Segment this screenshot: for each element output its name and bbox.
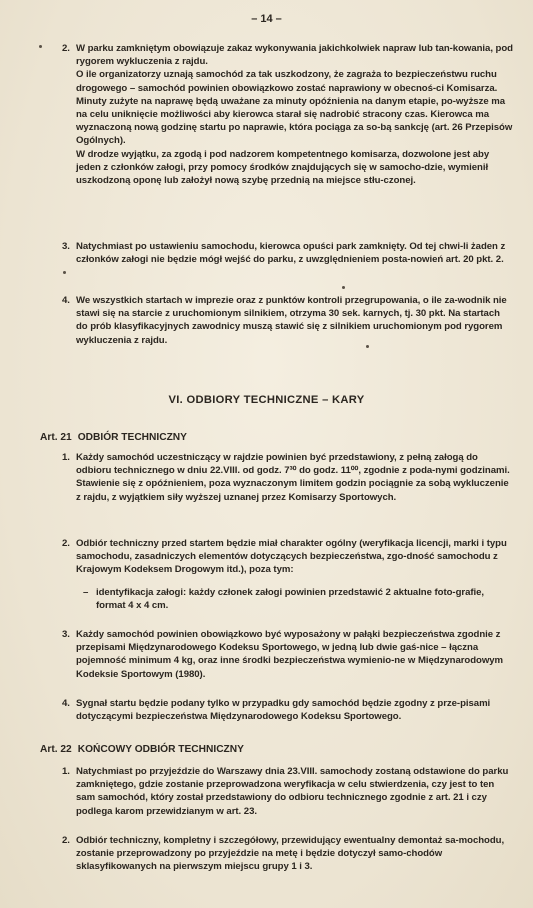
page-number: – 14 – [251, 13, 282, 25]
paragraph: Minuty zużyte na naprawę będą uważane za minuty opóźnienia na danym etapie, po-wyższe ma na celu uniknięcie możliwości aby kierowca starał się nadrobić stracony czas. Kierowca ma wyznaczoną nową godzinę startu po naprawie, która pociąga za so-bą sankcję (art. 26 Przepisów Ogólnych). [76, 95, 513, 147]
print-speck [63, 271, 66, 274]
paragraph: Stawienie się z opóźnieniem, poza wyznaczonym limitem godzin pociągnie za sobą wykluczenie z rajdu, z wyjątkiem siły wyższej uznanej przez Komisarzy Sportowych. [76, 478, 509, 503]
print-speck [342, 286, 345, 289]
item-number: 3. [62, 629, 70, 640]
item-number: 4. [62, 698, 70, 709]
list-item [62, 697, 514, 723]
list-item [62, 240, 514, 266]
article-number: Art. 21 [40, 432, 72, 443]
dash-bullet: – [83, 587, 89, 598]
paragraph: Sygnał startu będzie podany tylko w przypadku gdy samochód będzie zgodny z prze-pisami dotyczącymi bezpieczeństwa Międzynarodowego Kodeksu Sportowego. [76, 698, 491, 723]
section-heading: VI. ODBIORY TECHNICZNE – KARY [168, 394, 365, 406]
list-item [62, 834, 514, 874]
article-title: ODBIÓR TECHNICZNY [77, 432, 187, 443]
paragraph: Natychmiast po przyjeździe do Warszawy dnia 23.VIII. samochody zostaną odstawione do parku zamkniętego, gdzie zostanie przeprowadzona weryfikacja w celu stwierdzenia, czy jest to ten sam samochód, który został przedstawiony do odbioru technicznego zgodnie z art. 21 i czy podlega karom przewidzianym w art. 23. [76, 766, 509, 817]
paragraph: identyfikacja załogi: każdy członek załogi powinien przedstawić 2 aktualne foto-grafie, format 4 x 4 cm. [96, 587, 485, 612]
paragraph: We wszystkich startach w imprezie oraz z punktów kontroli przegrupowania, o ile za-wodnik nie stawi się na starcie z uruchomionym silnikiem, otrzyma 30 sek. karnych, tj. 30 pkt. Na startach do prób klasyfikacyjnych zawodnicy muszą stawić się z silnikiem uruchomionym pod rygorem wykluczenia z rajdu. [76, 295, 507, 346]
paragraph: Każdy samochód powinien obowiązkowo być wyposażony w pałąki bezpieczeństwa zgodnie z przepisami Międzynarodowego Kodeksu Sportowego, w jedną lub dwie gaś-nice – łączna pojemność minimum 4 kg, oraz inne środki bezpieczeństwa wymienio-ne w Międzynarodowym Kodeksie Sportowym (1980). [76, 629, 504, 680]
list-item [62, 451, 514, 504]
item-number: 2. [62, 835, 70, 846]
item-number: 2. [62, 43, 70, 54]
paragraph: W parku zamkniętym obowiązuje zakaz wykonywania jakichkolwiek napraw lub tan-kowania, pod rygorem wykluczenia z rajdu. [76, 43, 513, 68]
list-item [62, 537, 514, 577]
paragraph: Odbiór techniczny, kompletny i szczegółowy, przewidujący ewentualny demontaż sa-mochodu, zostanie przeprowadzony po przyjeździe na metę i będzie dotyczył samo-chodów sklasyfikowanych na pierwszym miejscu grupy 1 i 3. [76, 835, 505, 873]
paragraph: Każdy samochód uczestniczący w rajdzie powinien być przedstawiony, z pełną załogą do odbioru technicznego w dniu 22.VIII. od godz. 7³⁰ do godz. 11⁰⁰, zgodnie z poda-nymi godzinami. [76, 452, 510, 477]
paragraph: Natychmiast po ustawieniu samochodu, kierowca opuści park zamknięty. Od tej chwi-li żaden z członków załogi nie będzie mógł wejść do parku, z uwzględnieniem posta-nowień art. 20 pkt. 2. [76, 241, 506, 266]
list-item [62, 42, 514, 187]
article-heading [40, 744, 244, 755]
article-heading [40, 432, 187, 443]
list-item [62, 765, 514, 818]
sub-list-item [83, 586, 516, 612]
print-speck [366, 345, 369, 348]
item-number: 3. [62, 241, 70, 252]
item-number: 2. [62, 538, 70, 549]
item-number: 1. [62, 452, 70, 463]
article-title: KOŃCOWY ODBIÓR TECHNICZNY [77, 744, 244, 755]
list-item [62, 628, 514, 681]
list-item [62, 294, 514, 347]
item-number: 4. [62, 295, 70, 306]
paragraph: Odbiór techniczny przed startem będzie miał charakter ogólny (weryfikacja licencji, marki i typu samochodu, zasadniczych elementów dotyczących bezpieczeństwa, zgo-dność samochodu z Krajowym Kodeksem Drogowym itd.), poza tym: [76, 538, 507, 576]
article-number: Art. 22 [40, 744, 72, 755]
print-speck [39, 45, 42, 48]
paragraph: O ile organizatorzy uznają samochód za tak uszkodzony, że zagraża to bezpieczeństwu ruchu drogowego – samochód powinien obowiązkowo zostać naprawiony w obecnoś-ci Komisarza. [76, 69, 498, 94]
paragraph: W drodze wyjątku, za zgodą i pod nadzorem kompetentnego komisarza, dozwolone jest aby jeden z członków załogi, przy pomocy środków znajdujących się w samocho-dzie, wymienił uszkodzoną oponę lub założył nową szybę przednią na miejsce stłu-czonej. [76, 148, 490, 187]
item-number: 1. [62, 766, 70, 777]
